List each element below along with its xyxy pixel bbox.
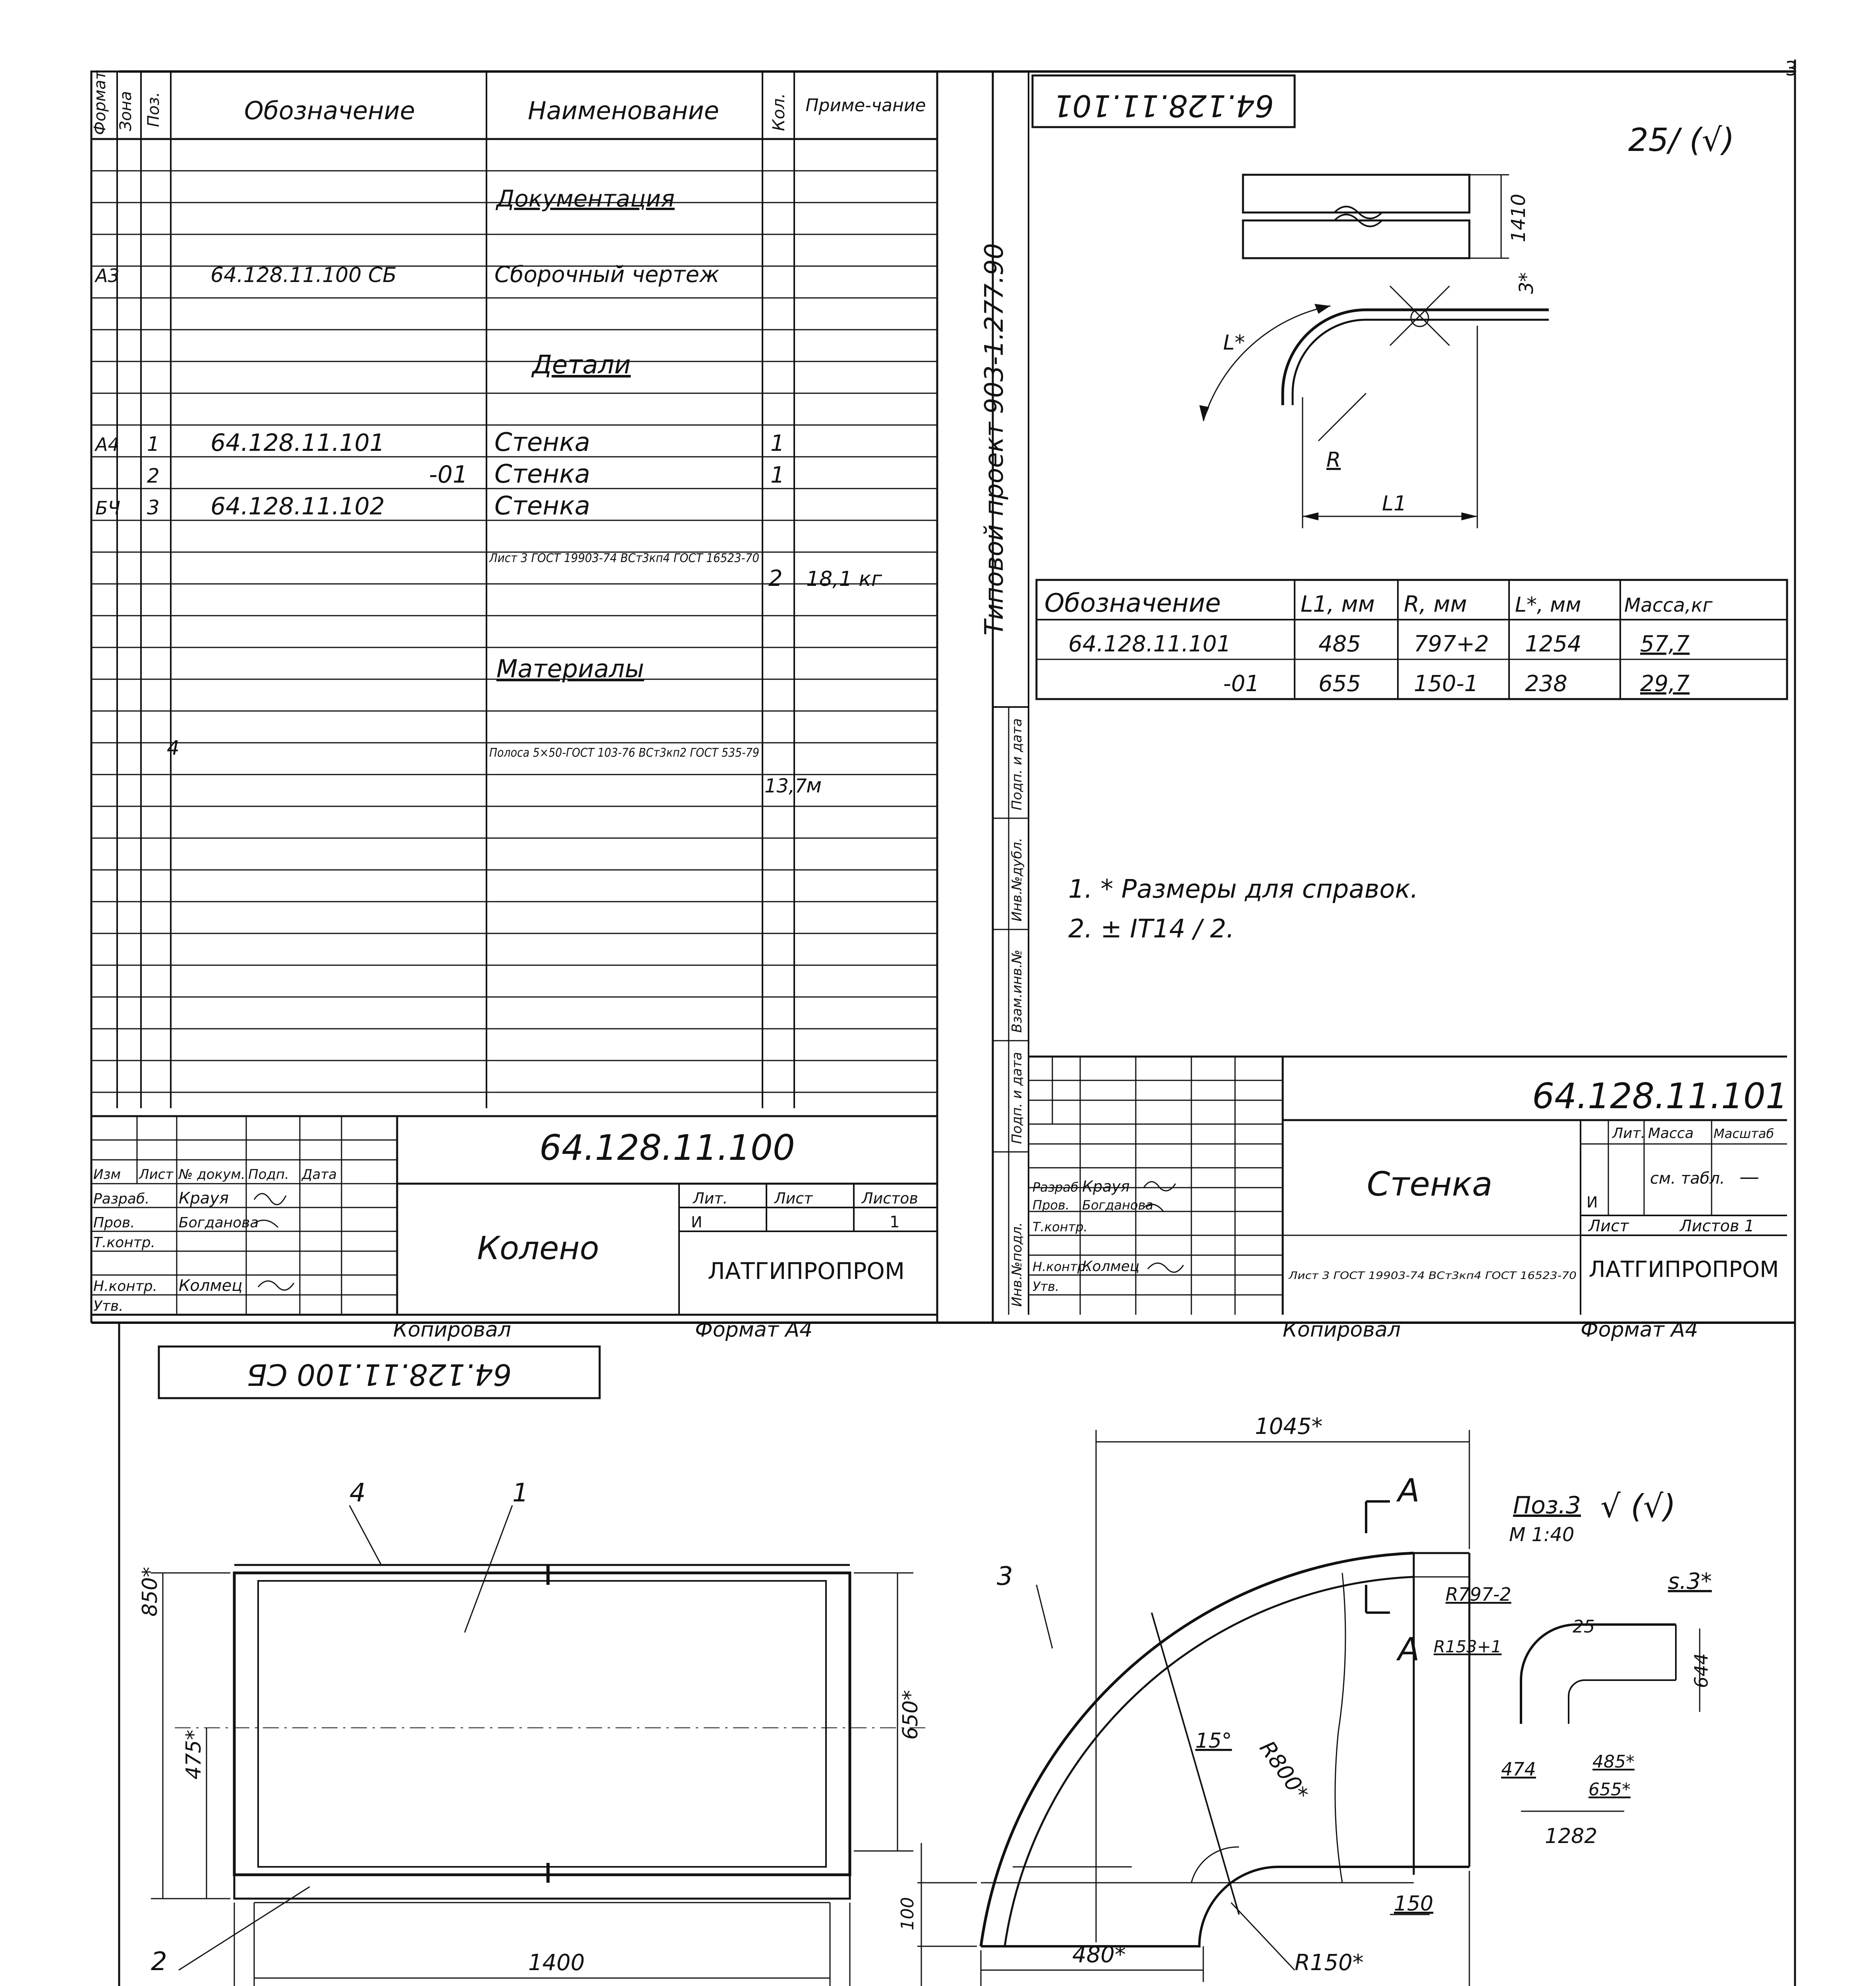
header-format: Формат bbox=[91, 70, 109, 135]
spec-row bbox=[531, 350, 631, 380]
spec-cell-qty: 1 bbox=[770, 462, 785, 488]
spec-cell-note: 18,1 кг bbox=[806, 567, 882, 591]
radius-800: R800* bbox=[1255, 1736, 1314, 1805]
pos-label-4: 4 bbox=[349, 1478, 366, 1508]
spec-row bbox=[95, 491, 590, 521]
table-header: L*, мм bbox=[1515, 593, 1581, 617]
spec-cell-pos: 2 bbox=[147, 464, 160, 487]
tb2-sheet: Лист bbox=[1588, 1217, 1629, 1235]
side-label: Подп. и дата bbox=[1009, 718, 1025, 810]
tb2-code: 64.128.11.101 bbox=[1532, 1076, 1788, 1117]
signature-mark bbox=[1144, 1182, 1183, 1272]
tb1-header-list: Лист bbox=[139, 1167, 174, 1182]
tb2-role: Утв. bbox=[1033, 1279, 1060, 1294]
tb1-format: Формат А4 bbox=[695, 1318, 813, 1342]
tb2-scale: — bbox=[1739, 1165, 1759, 1188]
spec-row-lines bbox=[91, 171, 937, 1092]
spec-cell-designation: 64.128.11.102 bbox=[210, 493, 385, 520]
spec-section-documentation: Документация bbox=[496, 185, 675, 212]
tb1-name: Богданова bbox=[179, 1215, 259, 1231]
spec-cell-designation: -01 bbox=[429, 461, 468, 489]
detail-sheet bbox=[980, 71, 1788, 1342]
tb1-org: ЛАТГИПРОПРОМ bbox=[707, 1258, 905, 1285]
tb1-header-sheets: Листов bbox=[862, 1190, 918, 1207]
stamp-project: Типовой проект 903-1.277.90 bbox=[980, 243, 1009, 636]
pos3-d25: 25 bbox=[1573, 1617, 1595, 1637]
tb2-role: Разраб. bbox=[1033, 1180, 1083, 1195]
tb2-name: Богданова bbox=[1082, 1198, 1154, 1213]
side-label: Инв.№дубл. bbox=[1009, 837, 1025, 922]
tb2-sheets: Листов 1 bbox=[1680, 1217, 1754, 1235]
tb1-role: Н.контр. bbox=[93, 1278, 158, 1294]
spec-cell-name: Лист 3 ГОСТ 19903-74 ВСт3кп4 ГОСТ 16523-70 bbox=[489, 551, 759, 565]
table-cell: 1254 bbox=[1525, 631, 1582, 657]
tb1-copied: Копировал bbox=[393, 1318, 511, 1342]
tb1-sheets: 1 bbox=[890, 1213, 900, 1231]
pos3-d644: 644 bbox=[1691, 1653, 1712, 1688]
dim-R: R bbox=[1326, 448, 1341, 472]
front-view bbox=[138, 1478, 929, 1986]
header-name: Наименование bbox=[528, 96, 719, 125]
dim-3: 3* bbox=[1515, 272, 1538, 294]
spec-cell-name: Стенка bbox=[494, 428, 591, 457]
tb1-role: Утв. bbox=[93, 1298, 124, 1314]
pos3-detail bbox=[1434, 1488, 1712, 1848]
spec-cell-pos: 4 bbox=[167, 736, 179, 759]
spec-cell-pos: 3 bbox=[147, 496, 160, 519]
radius-150: R150* bbox=[1295, 1950, 1364, 1976]
spec-cell-name: Сборочный чертеж bbox=[494, 262, 720, 288]
tb2-material: Лист 3 ГОСТ 19903-74 ВСт3кп4 ГОСТ 16523-70 bbox=[1288, 1270, 1577, 1282]
tb1-lit: И bbox=[691, 1213, 703, 1231]
spec-section-materials: Материалы bbox=[496, 654, 644, 683]
title-block-2 bbox=[1029, 1057, 1788, 1342]
tb2-copied: Копировал bbox=[1283, 1318, 1401, 1342]
spec-cell-name: Полоса 5×50-ГОСТ 103-76 ВСт3кп2 ГОСТ 535-79 bbox=[489, 746, 759, 760]
tb1-header-lit: Лит. bbox=[693, 1190, 728, 1207]
specification-table bbox=[91, 70, 937, 1315]
dim-850: 850* bbox=[138, 1567, 162, 1617]
spec-row bbox=[496, 654, 644, 683]
spec-cell-format: А3 bbox=[95, 265, 120, 286]
table-cell: 150-1 bbox=[1414, 671, 1478, 697]
title-block-1 bbox=[91, 1116, 937, 1342]
side-label: Взам.инв.№ bbox=[1009, 949, 1025, 1033]
table-cell: -01 bbox=[1223, 671, 1260, 697]
pos3-r153: R153+1 bbox=[1434, 1637, 1502, 1656]
table-cell: 29,7 bbox=[1640, 671, 1690, 697]
table-header: R, мм bbox=[1404, 591, 1467, 617]
pos-label-2: 2 bbox=[151, 1947, 167, 1976]
dim-150: 150 bbox=[1394, 1892, 1434, 1916]
tb2-role: Т.контр. bbox=[1033, 1219, 1088, 1234]
detail-note: 1. * Размеры для справок. bbox=[1068, 875, 1419, 904]
pos3-d474: 474 bbox=[1501, 1758, 1536, 1780]
spec-cell-name: Стенка bbox=[494, 491, 591, 521]
tb2-org: ЛАТГИПРОПРОМ bbox=[1588, 1257, 1779, 1283]
tb1-header-doc: № докум. bbox=[179, 1167, 245, 1182]
table-cell: 64.128.11.101 bbox=[1068, 631, 1231, 657]
side-label: Подп. и дата bbox=[1009, 1052, 1025, 1144]
assembly-code-rotated: 64.128.11.100 СБ bbox=[247, 1357, 512, 1391]
wall-profile-view bbox=[1199, 272, 1549, 528]
tb2-name: Крауя bbox=[1082, 1178, 1130, 1195]
table-header: L1, мм bbox=[1301, 591, 1375, 617]
pos3-d485: 485* bbox=[1592, 1752, 1635, 1772]
elbow-view bbox=[897, 1414, 1469, 1986]
header-qty: Кол. bbox=[769, 93, 788, 131]
tb2-title: Стенка bbox=[1366, 1165, 1493, 1204]
frames bbox=[91, 60, 1795, 1986]
tb1-header-date: Дата bbox=[302, 1167, 337, 1182]
spec-section-details: Детали bbox=[532, 350, 631, 380]
spec-cell-designation: 64.128.11.101 bbox=[210, 429, 385, 457]
spec-row bbox=[94, 428, 785, 457]
dim-480: 480* bbox=[1072, 1942, 1126, 1968]
table-cell: 57,7 bbox=[1640, 631, 1690, 657]
dim-1400: 1400 bbox=[528, 1950, 585, 1976]
cut-marker-bottom: А bbox=[1398, 1631, 1420, 1668]
spec-row bbox=[489, 551, 882, 591]
tb1-title: Колено bbox=[477, 1230, 599, 1267]
detail-roughness: 25/ (√) bbox=[1628, 122, 1735, 158]
table-header: Масса,кг bbox=[1624, 594, 1713, 616]
tb1-header-sign: Подп. bbox=[248, 1167, 289, 1182]
spec-cell-note: м bbox=[806, 774, 822, 798]
assembly-drawing bbox=[138, 1347, 1830, 1986]
tb1-header-sheet: Лист bbox=[774, 1190, 813, 1207]
tb2-lit: И bbox=[1586, 1194, 1598, 1211]
tb2-header-mass: Масса bbox=[1648, 1125, 1694, 1142]
tb2-role: Н.контр. bbox=[1033, 1259, 1090, 1274]
tb2-format: Формат А4 bbox=[1581, 1318, 1698, 1342]
tb2-header-lit: Лит. bbox=[1612, 1125, 1645, 1142]
table-cell: 238 bbox=[1525, 671, 1567, 697]
tb1-code: 64.128.11.100 bbox=[539, 1127, 795, 1168]
spec-cell-qty: 1 bbox=[770, 431, 785, 456]
header-note: Приме-чание bbox=[805, 95, 926, 116]
detail-code-rotated: 64.128.11.101 bbox=[1053, 88, 1274, 124]
tb1-header-izm: Изм bbox=[93, 1167, 121, 1182]
tb1-role: Т.контр. bbox=[93, 1234, 156, 1251]
detail-note: 2. ± IT14 / 2. bbox=[1068, 914, 1235, 944]
header-zone: Зона bbox=[117, 91, 135, 131]
spec-cell-format: БЧ bbox=[95, 497, 121, 519]
sheet-number: 3 bbox=[1785, 57, 1798, 80]
pos3-d655: 655* bbox=[1588, 1779, 1631, 1800]
spec-cell-format: А4 bbox=[95, 434, 120, 455]
spec-cell-qty: 13,7 bbox=[764, 775, 807, 797]
table-header: Обозначение bbox=[1044, 589, 1221, 618]
wall-plan-view bbox=[1243, 175, 1530, 258]
pos3-r797: R797-2 bbox=[1446, 1584, 1511, 1605]
spec-row bbox=[495, 185, 675, 212]
dim-1045: 1045* bbox=[1255, 1414, 1323, 1439]
dim-650: 650* bbox=[899, 1690, 923, 1740]
header-pos: Поз. bbox=[145, 92, 163, 127]
dim-L1: L1 bbox=[1382, 492, 1407, 516]
tb1-name: Колмец bbox=[179, 1277, 243, 1295]
spec-cell-qty: 2 bbox=[768, 566, 783, 591]
side-label: Инв.№подл. bbox=[1009, 1222, 1025, 1307]
dim-1410: 1410 bbox=[1507, 193, 1530, 242]
tb2-name: Колмец bbox=[1082, 1258, 1140, 1275]
tb1-role: Пров. bbox=[93, 1215, 135, 1231]
pos3-d1282: 1282 bbox=[1545, 1824, 1598, 1848]
tb1-role: Разраб. bbox=[93, 1191, 150, 1207]
tb2-role: Пров. bbox=[1033, 1198, 1069, 1213]
tb1-name: Крауя bbox=[179, 1189, 229, 1207]
cut-marker-top: А bbox=[1398, 1472, 1420, 1509]
table-cell: 655 bbox=[1318, 671, 1361, 697]
header-designation: Обозначение bbox=[244, 96, 415, 125]
pos3-roughness: √ (√) bbox=[1600, 1488, 1676, 1525]
tb2-mass: см. табл. bbox=[1650, 1169, 1725, 1188]
spec-row bbox=[167, 736, 822, 798]
angle-15: 15° bbox=[1195, 1729, 1232, 1753]
pos-label-3: 3 bbox=[997, 1562, 1013, 1591]
pos3-title: Поз.3 bbox=[1513, 1491, 1581, 1519]
pos3-scale: М 1:40 bbox=[1509, 1524, 1575, 1546]
detail-dimension-table bbox=[1036, 580, 1787, 699]
spec-row bbox=[147, 460, 785, 489]
spec-cell-designation: 64.128.11.100 СБ bbox=[210, 263, 397, 287]
dim-100: 100 bbox=[897, 1897, 918, 1930]
pos3-s3: s.3* bbox=[1668, 1569, 1712, 1594]
spec-cell-pos: 1 bbox=[147, 433, 160, 456]
tb2-header-scale: Масштаб bbox=[1714, 1126, 1774, 1141]
dim-L: L* bbox=[1223, 331, 1245, 355]
table-cell: 485 bbox=[1318, 631, 1361, 657]
table-cell: 797+2 bbox=[1414, 631, 1489, 657]
dim-475: 475* bbox=[182, 1729, 206, 1779]
pos-label-1: 1 bbox=[512, 1478, 529, 1508]
spec-cell-name: Стенка bbox=[494, 460, 591, 489]
